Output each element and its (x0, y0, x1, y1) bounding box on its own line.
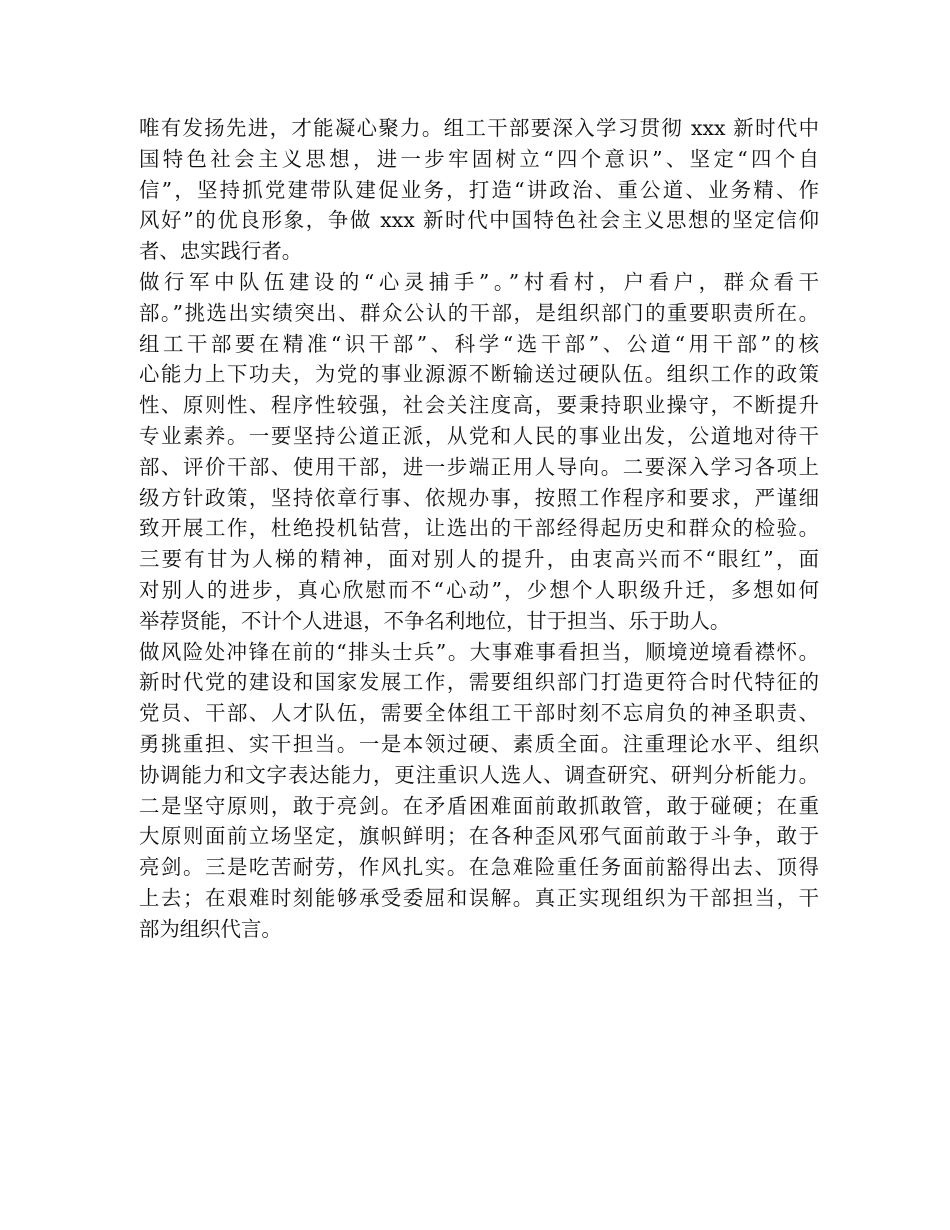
text-line: 唯有发扬先进，才能凝心聚力。组工干部要深入学习贯彻 xxx 新时代中 (139, 116, 819, 140)
text-line: 组工干部要在精准“识干部”、科学“选干部”、公道“用干部”的核 (139, 331, 819, 356)
text-line: 国特色社会主义思想，进一步牢固树立“四个意识”、坚定“四个自 (139, 146, 819, 171)
text-line: 二是坚守原则，敢于亮剑。在矛盾困难面前敢抓敢管，敢于碰硬；在重 (139, 793, 819, 818)
text-line: 部、评价干部、使用干部，进一步端正用人导向。二要深入学习各项上 (139, 454, 819, 479)
text-line: 勇挑重担、实干担当。一是本领过硬、素质全面。注重理论水平、组织 (139, 731, 819, 756)
text-line: 做风险处冲锋在前的“排头士兵”。大事难事看担当，顺境逆境看襟怀。 (139, 639, 819, 664)
text-line: 上去；在艰难时刻能够承受委屈和误解。真正实现组织为干部担当，干 (139, 885, 819, 910)
text-line: 性、原则性、程序性较强，社会关注度高，要秉持职业操守，不断提升 (139, 393, 819, 418)
text-line: 致开展工作，杜绝投机钻营，让选出的干部经得起历史和群众的检验。 (139, 516, 819, 541)
text-line: 风好”的优良形象，争做 xxx 新时代中国特色社会主义思想的坚定信仰 (139, 208, 819, 233)
text-line: 信”，坚持抓党建带队建促业务，打造“讲政治、重公道、业务精、作 (139, 177, 819, 202)
text-line: 者、忠实践行者。 (139, 239, 303, 264)
text-line: 新时代党的建设和国家发展工作，需要组织部门打造更符合时代特征的 (139, 670, 819, 695)
body-text (139, 113, 819, 945)
text-line: 三要有甘为人梯的精神，面对别人的提升，由衷高兴而不“眼红”，面 (139, 547, 819, 572)
text-line: 大原则面前立场坚定，旗帜鲜明；在各种歪风邪气面前敢于斗争，敢于 (139, 824, 819, 849)
text-line: 党员、干部、人才队伍，需要全体组工干部时刻不忘肩负的神圣职责、 (139, 701, 819, 726)
text-line: 部为组织代言。 (139, 916, 282, 941)
text-line: 部。”挑选出实绩突出、群众公认的干部，是组织部门的重要职责所在。 (139, 300, 819, 325)
text-line: 心能力上下功夫，为党的事业源源不断输送过硬队伍。组织工作的政策 (139, 362, 819, 387)
text-line: 专业素养。一要坚持公道正派，从党和人民的事业出发，公道地对待干 (139, 423, 819, 448)
text-line: 协调能力和文字表达能力，更注重识人选人、调查研究、研判分析能力。 (139, 762, 819, 787)
text-line: 级方针政策，坚持依章行事、依规办事，按照工作程序和要求，严谨细 (139, 485, 819, 510)
text-line: 举荐贤能，不计个人进退，不争名利地位，甘于担当、乐于助人。 (139, 608, 731, 633)
text-line: 亮剑。三是吃苦耐劳，作风扎实。在急难险重任务面前豁得出去、顶得 (139, 855, 819, 880)
text-line: 对别人的进步，真心欣慰而不“心动”，少想个人职级升迁，多想如何 (139, 577, 819, 602)
text-line: 做行军中队伍建设的“心灵捕手”。”村看村，户看户，群众看干 (139, 269, 819, 294)
